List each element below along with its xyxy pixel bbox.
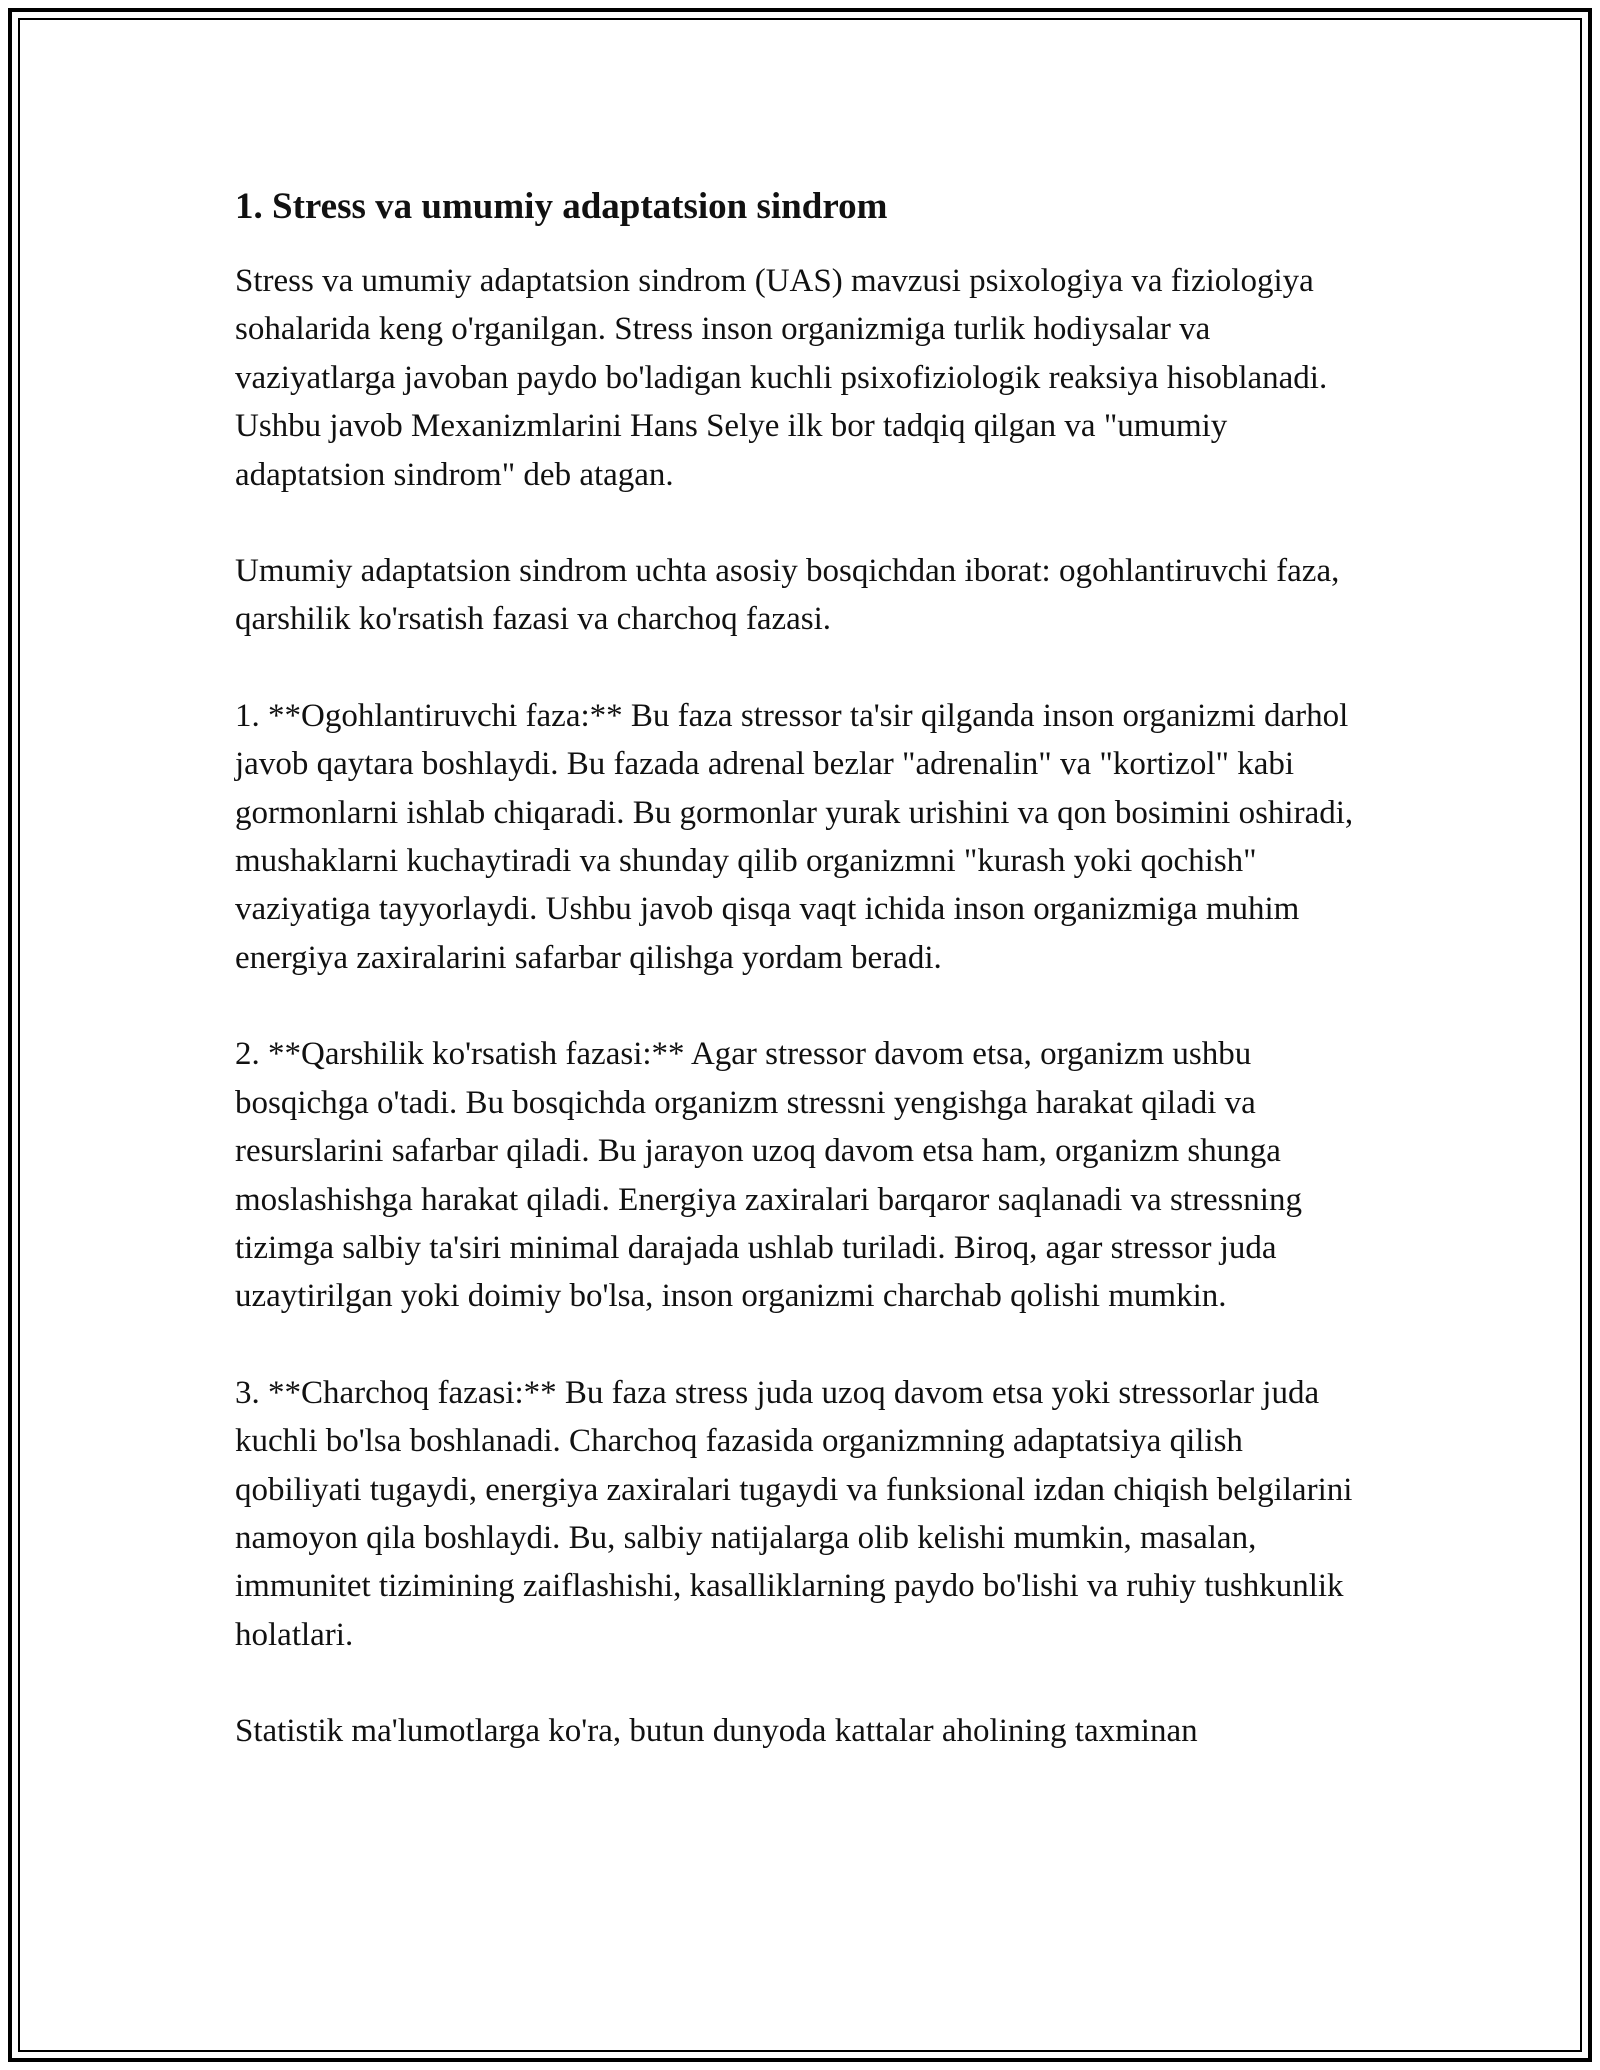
- paragraph-stages-overview: Umumiy adaptatsion sindrom uchta asosiy bosqichdan iborat: ogohlantiruvchi faza, qarshilik ko'rsatish fazasi va charchoq fazasi.: [235, 553, 1340, 638]
- paragraph-alarm-phase: 1. **Ogohlantiruvchi faza:** Bu faza stressor ta'sir qilganda inson organizmi darhol javob qaytara boshlaydi. Bu fazada adrenal bezlar "adrenalin" va "kortizol" kabi gormonlarni ishlab chiqaradi. Bu gormonlar yurak urishini va qon bosimini oshiradi, mushaklarni kuchaytiradi va shunday qilib organizmni "kurash yoki qochish" vaziyatiga tayyorlaydi. Ushbu javob qisqa vaqt ichida inson organizmiga muhim energiya zaxiralarini safarbar qilishga yordam beradi.: [235, 697, 1354, 976]
- paragraph-resistance-phase: 2. **Qarshilik ko'rsatish fazasi:** Agar stressor davom etsa, organizm ushbu bosqichga o'tadi. Bu bosqichda organizm stressni yengishga harakat qiladi va resurslarini safarbar qiladi. Bu jarayon uzoq davom etsa ham, organizm shunga moslashishga harakat qiladi. Energiya zaxiralari barqaror saqlanadi va stressning tizimga salbiy ta'siri minimal darajada ushlab turiladi. Biroq, agar stressor juda uzaytirilgan yoki doimiy bo'lsa, inson organizmi charchab qolishi mumkin.: [235, 1036, 1302, 1315]
- section-heading: 1. Stress va umumiy adaptatsion sindrom: [235, 186, 888, 227]
- paragraph-intro: Stress va umumiy adaptatsion sindrom (UAS) mavzusi psixologiya va fiziologiya sohalarida keng o'rganilgan. Stress inson organizmiga turlik hodiysalar va vaziyatlarga javoban paydo bo'ladigan kuchli psixofiziologik reaksiya hisoblanadi. Ushbu javob Mexanizmlarini Hans Selye ilk bor tadqiq qilgan va "umumiy adaptatsion sindrom" deb atagan.: [235, 263, 1328, 493]
- document-body: [235, 185, 1375, 1804]
- paragraph-exhaustion-phase: 3. **Charchoq fazasi:** Bu faza stress juda uzoq davom etsa yoki stressorlar juda kuchli bo'lsa boshlanadi. Charchoq fazasida organizmning adaptatsiya qilish qobiliyati tugaydi, energiya zaxiralari tugaydi va funksional izdan chiqish belgilarini namoyon qila boshlaydi. Bu, salbiy natijalarga olib kelishi mumkin, masalan, immunitet tizimining zaiflashishi, kasalliklarning paydo bo'lishi va ruhiy tushkunlik holatlari.: [235, 1374, 1353, 1653]
- paragraph-statistics: Statistik ma'lumotlarga ko'ra, butun dunyoda kattalar aholining taxminan: [235, 1713, 1198, 1750]
